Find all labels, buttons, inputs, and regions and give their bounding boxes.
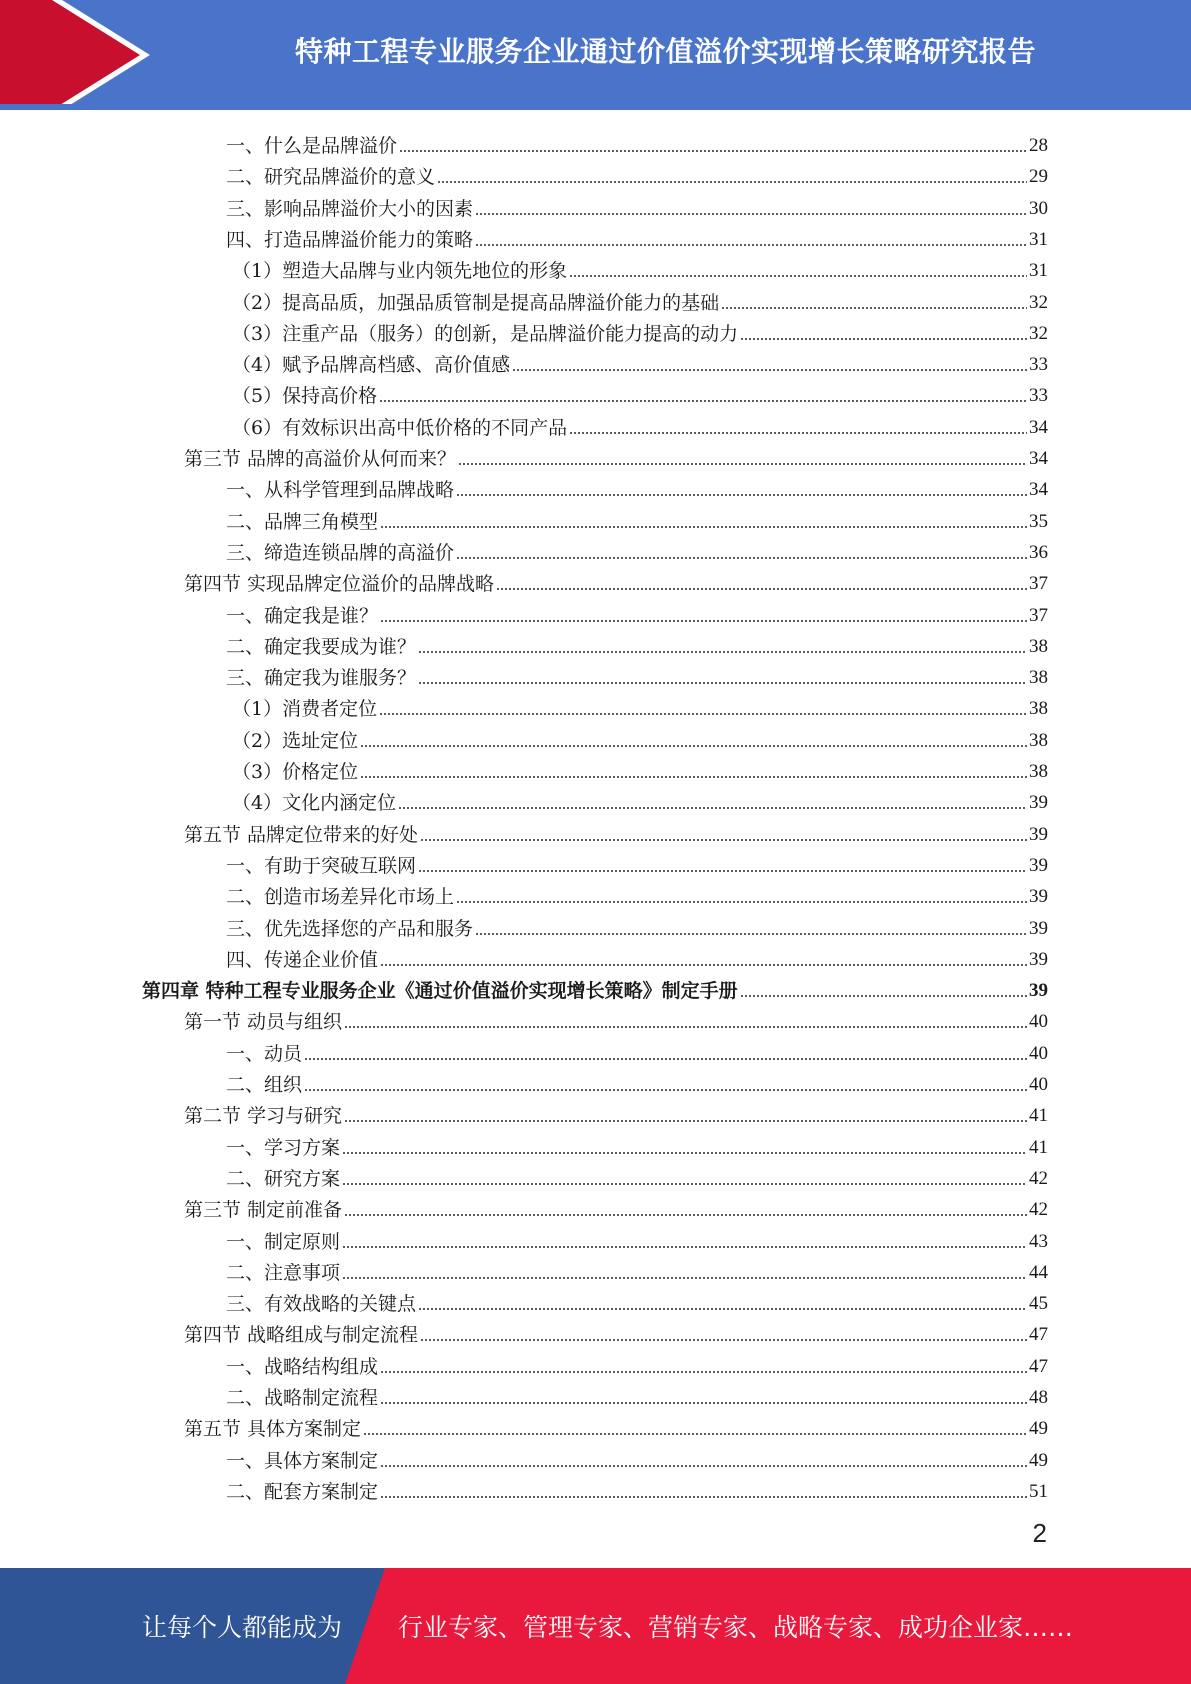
toc-dot-leader [398,806,1027,810]
toc-dot-leader [496,587,1027,591]
toc-entry-title: 三、缔造连锁品牌的高溢价 [226,541,455,564]
footer-slogan-left: 让每个人都能成为 [142,1613,343,1642]
toc-entry-page: 41 [1029,1105,1048,1127]
toc-dot-leader [363,1432,1027,1436]
toc-entry-title: 第一节 动员与组织 [184,1011,343,1034]
toc-dot-leader [344,1025,1027,1029]
toc-entry-title: 一、战略结构组成 [226,1355,379,1378]
toc-dot-leader [418,681,1027,685]
toc-entry-title: 二、创造市场差异化市场上 [226,886,455,909]
toc-dot-leader [437,180,1027,184]
toc-entry-title: （6）有效标识出高中低价格的不同产品 [232,416,568,439]
toc-entry[interactable] [226,472,1048,502]
toc-dot-leader [304,1088,1027,1092]
toc-entry-page: 49 [1029,1449,1048,1471]
toc-dot-leader [380,525,1027,529]
toc-dot-leader [360,775,1027,779]
toc-dot-leader [342,1276,1027,1280]
toc-entry-title: 第三节 制定前准备 [184,1199,343,1222]
toc-dot-leader [380,963,1027,967]
toc-entry-page: 36 [1029,541,1048,563]
toc-entry[interactable] [226,1286,1048,1316]
toc-entry-title: （3）注重产品（服务）的创新，是品牌溢价能力提高的动力 [232,322,739,345]
toc-entry[interactable] [226,911,1048,941]
page-number: 2 [1032,1518,1047,1548]
toc-entry-page: 39 [1029,980,1048,1002]
toc-entry-title: 第三节 品牌的高溢价从何而来？ [184,448,457,470]
toc-entry[interactable] [226,128,1048,158]
toc-entry-page: 32 [1029,322,1048,344]
toc-entry-page: 34 [1029,479,1048,501]
toc-entry-page: 48 [1029,1387,1048,1408]
toc-entry-page: 44 [1029,1261,1048,1283]
toc-entry[interactable] [226,660,1048,690]
toc-entry-title: 第五节 具体方案制定 [184,1418,362,1441]
toc-dot-leader [418,1307,1027,1311]
toc-entry-page: 38 [1029,761,1048,782]
toc-entry[interactable] [226,1067,1048,1097]
toc-entry[interactable] [226,1161,1048,1191]
toc-entry[interactable] [184,1098,1048,1128]
toc-dot-leader [380,1370,1027,1374]
toc-dot-leader [569,274,1027,278]
toc-entry-page: 41 [1029,1136,1048,1158]
toc-entry[interactable] [232,785,1048,815]
toc-entry-title: 第四节 实现品牌定位溢价的品牌战略 [184,573,495,596]
toc-entry-title: （1）消费者定位 [232,698,378,721]
toc-dot-leader [740,337,1027,341]
toc-entry[interactable] [232,410,1048,440]
toc-dot-leader [420,838,1027,842]
toc-dot-leader [475,243,1027,247]
toc-entry-page: 32 [1029,291,1048,313]
toc-entry-title: 二、品牌三角模型 [226,510,379,533]
toc-entry-page: 49 [1029,1418,1048,1440]
toc-dot-leader [512,368,1027,372]
toc-entry-page: 38 [1029,729,1048,751]
toc-dot-leader [418,650,1027,654]
toc-entry[interactable] [226,159,1048,189]
toc-entry[interactable] [232,754,1048,784]
toc-entry[interactable] [184,566,1048,596]
toc-entry-page: 37 [1029,573,1048,595]
toc-entry-title: 第四节 战略组成与制定流程 [184,1324,419,1347]
toc-entry[interactable] [226,1224,1048,1254]
toc-entry-title: 三、优先选择您的产品和服务 [226,917,474,940]
toc-entry-title: 一、学习方案 [226,1136,341,1159]
toc-entry-title: （2）提高品质，加强品质管制是提高品牌溢价能力的基础 [232,291,720,314]
toc-entry[interactable] [184,1317,1048,1347]
toc-entry-title: （1）塑造大品牌与业内领先地位的形象 [232,260,568,283]
toc-entry-page: 38 [1029,635,1048,657]
toc-entry-title: 一、动员 [226,1042,303,1065]
toc-entry-page: 39 [1029,823,1048,845]
toc-entry-page: 39 [1029,886,1048,908]
toc-entry-title: 四、传递企业价值 [226,948,379,971]
toc-entry[interactable] [232,316,1048,346]
toc-entry[interactable] [226,1349,1048,1379]
toc-dot-leader [360,744,1027,748]
toc-entry-page: 39 [1029,948,1048,970]
toc-entry-title: 二、研究品牌溢价的意义 [226,166,436,189]
toc-entry[interactable] [226,942,1048,972]
toc-dot-leader [721,306,1027,310]
toc-entry-title: （2）选址定位 [232,729,359,752]
toc-dot-leader [456,493,1027,497]
toc-entry-title: 二、研究方案 [226,1167,341,1190]
toc-entry-title: 二、配套方案制定 [226,1480,379,1503]
toc-entry-page: 34 [1029,448,1048,469]
toc-entry-page: 31 [1029,260,1048,282]
toc-entry-page: 51 [1029,1480,1048,1502]
toc-entry[interactable] [226,1474,1048,1504]
toc-entry-page: 28 [1029,135,1048,156]
toc-entry[interactable] [142,973,1048,1003]
toc-entry-page: 33 [1029,354,1048,376]
toc-entry[interactable] [226,848,1048,878]
toc-dot-leader [304,1057,1027,1061]
toc-entry[interactable] [232,253,1048,283]
toc-entry[interactable] [226,222,1048,252]
toc-entry[interactable] [184,1004,1048,1034]
toc-entry[interactable] [226,1036,1048,1066]
toc-entry-title: 一、具体方案制定 [226,1449,379,1472]
toc-entry-page: 39 [1029,917,1048,939]
toc-entry-title: 一、有助于突破互联网 [226,854,417,877]
toc-entry-title: 三、确定我为谁服务？ [226,667,417,690]
toc-entry-title: 一、制定原则 [226,1230,341,1253]
report-title: 特种工程专业服务企业通过价值溢价实现增长策略研究报告 [294,35,1036,68]
toc-entry[interactable] [226,191,1048,221]
toc-entry-title: （5）保持高价格 [232,385,378,408]
toc-dot-leader [740,994,1027,998]
toc-dot-leader [569,431,1027,435]
toc-entry[interactable] [184,1411,1048,1441]
toc-entry-page: 40 [1029,1011,1048,1033]
toc-entry-page: 29 [1029,166,1048,188]
toc-entry[interactable] [226,598,1048,628]
toc-entry-page: 47 [1029,1355,1048,1377]
toc-entry[interactable] [226,1255,1048,1285]
toc-dot-leader [458,462,1027,466]
toc-entry[interactable] [232,723,1048,753]
toc-entry-page: 34 [1029,416,1048,438]
toc-entry-page: 40 [1029,1074,1048,1095]
toc-entry-page: 40 [1029,1042,1048,1064]
toc-dot-leader [379,712,1027,716]
toc-entry[interactable] [226,879,1048,909]
toc-entry[interactable] [184,817,1048,847]
toc-dot-leader [342,1182,1027,1186]
toc-entry-title: （4）文化内涵定位 [232,792,397,815]
toc-entry[interactable] [232,691,1048,721]
toc-entry-page: 30 [1029,197,1048,219]
toc-dot-leader [456,556,1027,560]
toc-entry-page: 33 [1029,385,1048,407]
toc-entry[interactable] [226,1443,1048,1473]
page-header [0,0,1191,110]
toc-dot-leader [456,900,1027,904]
toc-entry-page: 45 [1029,1293,1048,1315]
toc-entry[interactable] [226,535,1048,565]
toc-entry-title: 二、战略制定流程 [226,1387,379,1409]
toc-entry-title: 三、影响品牌溢价大小的因素 [226,197,474,220]
toc-dot-leader [342,1245,1027,1249]
toc-dot-leader [399,149,1027,153]
toc-entry-title: 第二节 学习与研究 [184,1105,343,1128]
toc-entry-page: 39 [1029,854,1048,876]
toc-dot-leader [475,212,1027,216]
toc-dot-leader [342,1151,1027,1155]
toc-entry-title: 四、打造品牌溢价能力的策略 [226,228,474,251]
toc-dot-leader [380,1464,1027,1468]
toc-entry-title: 二、确定我要成为谁？ [226,635,417,658]
toc-entry-page: 42 [1029,1167,1048,1189]
toc-entry-title: 第四章 特种工程专业服务企业《通过价值溢价实现增长策略》制定手册 [142,980,738,1003]
toc-entry-title: （3）价格定位 [232,761,359,783]
toc-entry-page: 37 [1029,604,1048,626]
toc-dot-leader [379,399,1027,403]
toc-dot-leader [380,1401,1027,1405]
toc-entry[interactable] [226,629,1048,659]
toc-entry-page: 35 [1029,510,1048,532]
footer-slogan-right: 行业专家、管理专家、营销专家、战略专家、成功企业家…… [398,1613,1074,1642]
toc-dot-leader [380,1495,1027,1499]
toc-entry-page: 31 [1029,228,1048,250]
toc-entry-page: 38 [1029,667,1048,689]
toc-dot-leader [475,932,1027,936]
toc-entry[interactable] [184,1192,1048,1222]
toc-entry-title: 二、组织 [226,1074,303,1096]
toc-entry-title: 一、从科学管理到品牌战略 [226,479,455,502]
toc-dot-leader [344,1213,1027,1217]
toc-entry-title: 三、有效战略的关键点 [226,1293,417,1316]
toc-entry-title: 第五节 品牌定位带来的好处 [184,823,419,846]
toc-dot-leader [344,1119,1027,1123]
toc-entry-title: 一、确定我是谁？ [226,604,379,627]
toc-entry-title: 一、什么是品牌溢价 [226,135,398,157]
toc-entry[interactable] [226,1380,1048,1410]
toc-entry-page: 42 [1029,1199,1048,1221]
toc-entry-title: （4）赋予品牌高档感、高价值感 [232,354,511,377]
toc-entry-title: 二、注意事项 [226,1261,341,1284]
toc-entry[interactable] [232,347,1048,377]
toc-entry[interactable] [226,1130,1048,1160]
toc-entry[interactable] [232,378,1048,408]
toc-entry[interactable] [226,504,1048,534]
toc-dot-leader [420,1338,1027,1342]
toc-dot-leader [418,869,1027,873]
page-footer [0,1568,1191,1684]
toc-entry-page: 43 [1029,1230,1048,1252]
toc-entry[interactable] [232,285,1048,315]
toc-entry-page: 39 [1029,792,1048,814]
toc-entry-page: 38 [1029,698,1048,720]
toc-entry[interactable] [184,441,1048,471]
toc-dot-leader [380,619,1027,623]
toc-entry-page: 47 [1029,1324,1048,1346]
